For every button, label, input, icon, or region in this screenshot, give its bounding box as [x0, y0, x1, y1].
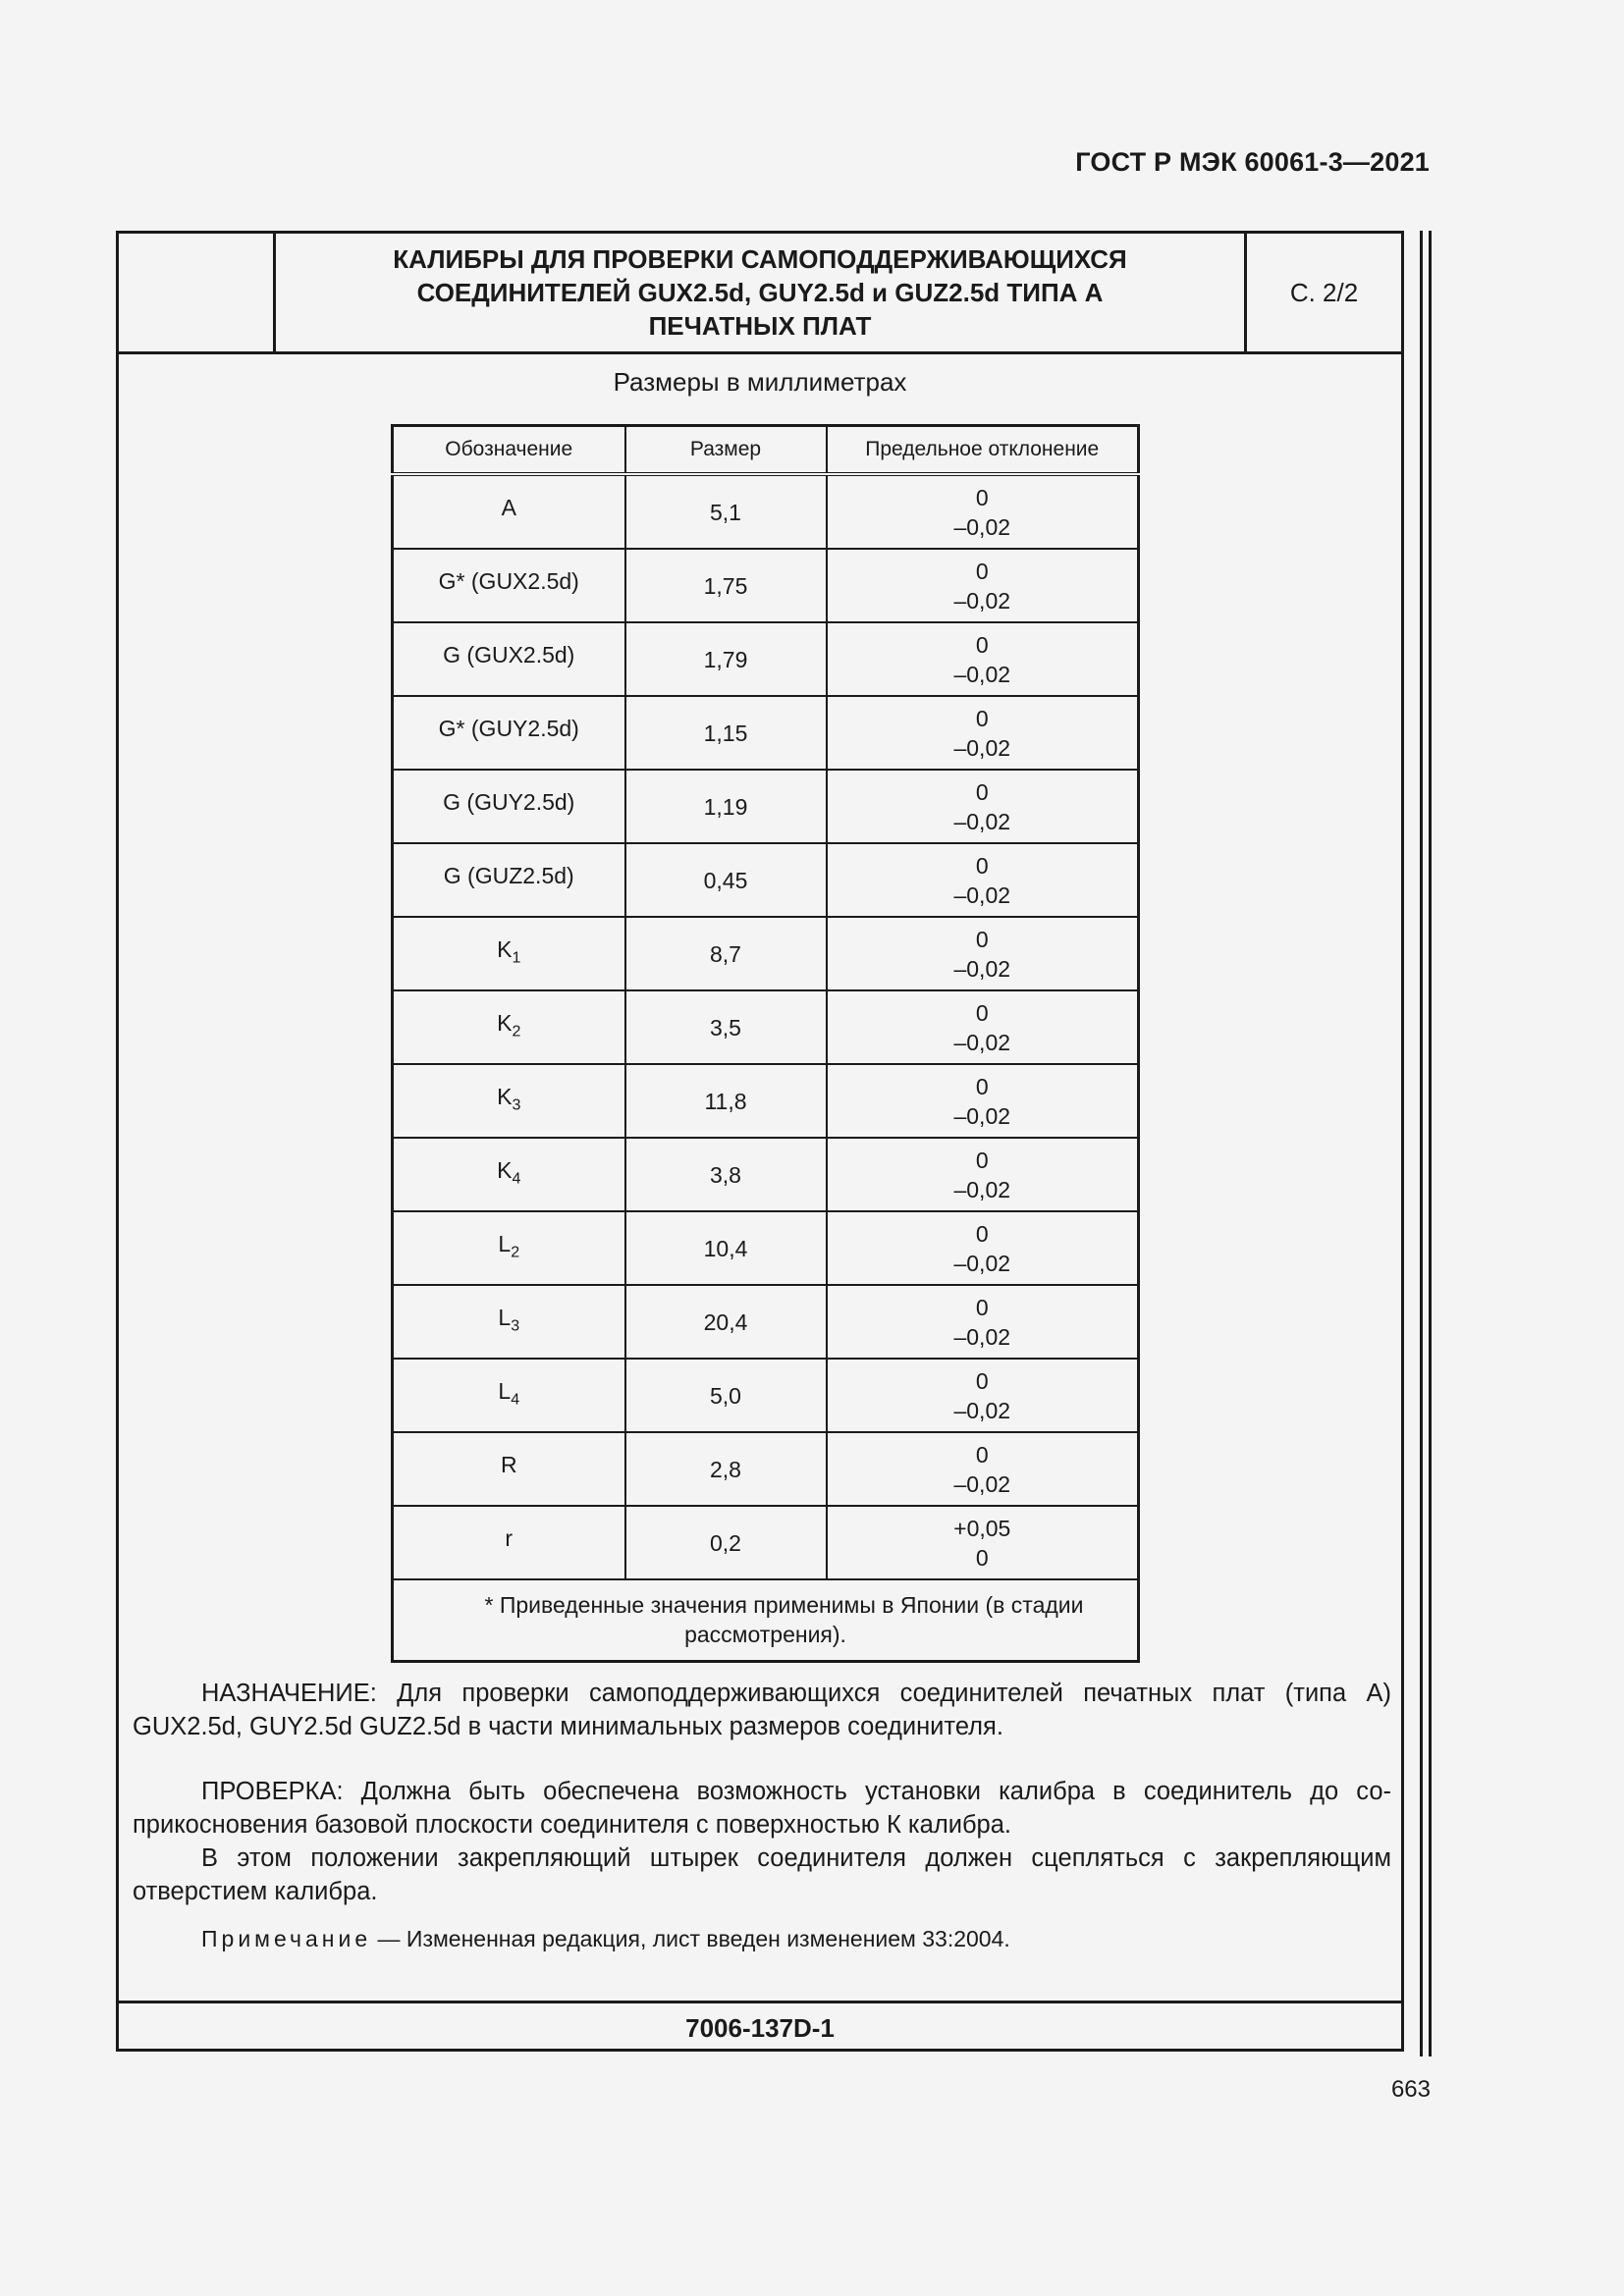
size-cell: 5,1 [625, 474, 827, 549]
tolerance-cell [827, 549, 1139, 622]
tolerance-lower: –0,02 [953, 513, 1011, 540]
size-cell: 3,5 [625, 990, 827, 1064]
tolerance-lower: –0,02 [953, 1176, 1011, 1202]
tolerance-lower: –0,02 [953, 1470, 1011, 1497]
symbol-cell [393, 1285, 625, 1359]
tolerance-lower: –0,02 [953, 587, 1011, 614]
page-number: 663 [1390, 2076, 1431, 2103]
position-paragraph [133, 1842, 1391, 1908]
tolerance-cell [827, 622, 1139, 696]
symbol-text: r [505, 1524, 514, 1551]
symbol-text: L [498, 1304, 512, 1330]
table-row [393, 696, 1139, 770]
tolerance-upper: 0 [975, 999, 989, 1026]
tolerance-cell [827, 1506, 1139, 1579]
symbol-text: L [498, 1230, 512, 1256]
footnote-row [393, 1579, 1139, 1662]
tolerance-upper: 0 [975, 1441, 989, 1468]
table-row [393, 474, 1139, 549]
table-row [393, 1359, 1139, 1432]
table-row [393, 549, 1139, 622]
table-body [393, 474, 1139, 1579]
symbol-cell [393, 1506, 625, 1579]
symbol-cell [393, 1211, 625, 1285]
table-row [393, 917, 1139, 990]
tolerance-upper: 0 [975, 852, 989, 879]
tolerance-cell [827, 1211, 1139, 1285]
size-cell: 3,8 [625, 1138, 827, 1211]
tolerance-lower: –0,02 [953, 661, 1011, 687]
table-row [393, 622, 1139, 696]
symbol-cell [393, 474, 625, 549]
symbol-subscript: 3 [511, 1317, 520, 1335]
header-symbol: Обозначение [393, 426, 625, 475]
tolerance-cell [827, 474, 1139, 549]
tolerance-lower: –0,02 [953, 881, 1011, 908]
size-cell: 2,8 [625, 1432, 827, 1506]
position-text: В этом положении закрепляющий штырек соединителя должен сцепляться с закрепляющим отверстием калибра. [133, 1844, 1391, 1905]
symbol-text: R [500, 1451, 517, 1477]
symbol-cell [393, 990, 625, 1064]
tolerance-lower: –0,02 [953, 1102, 1011, 1129]
size-cell: 5,0 [625, 1359, 827, 1432]
symbol-cell [393, 1432, 625, 1506]
size-cell: 11,8 [625, 1064, 827, 1138]
symbol-text: K [497, 1083, 513, 1109]
symbol-text: K [497, 935, 513, 962]
tolerance-cell [827, 917, 1139, 990]
size-cell: 0,2 [625, 1506, 827, 1579]
symbol-subscript: 2 [511, 1244, 520, 1261]
purpose-paragraph [133, 1677, 1391, 1743]
size-cell: 20,4 [625, 1285, 827, 1359]
symbol-text: G (GUY2.5d) [443, 788, 575, 815]
frame-right-line-1 [1420, 231, 1423, 2056]
sheet-number: С. 2/2 [1289, 277, 1359, 307]
table-caption: Размеры в миллиметрах [613, 367, 907, 397]
header-size: Размер [625, 426, 827, 475]
tolerance-upper: 0 [975, 926, 989, 952]
tolerance-cell [827, 696, 1139, 770]
symbol-cell [393, 770, 625, 843]
note-paragraph [133, 1922, 1391, 1955]
symbol-text: K [497, 1009, 513, 1036]
symbol-cell [393, 1064, 625, 1138]
tolerance-upper: 0 [975, 705, 989, 731]
symbol-cell [393, 917, 625, 990]
tolerance-lower: –0,02 [953, 1250, 1011, 1276]
tolerance-cell [827, 770, 1139, 843]
symbol-cell [393, 1138, 625, 1211]
tolerance-upper: 0 [975, 1294, 989, 1320]
size-cell: 1,19 [625, 770, 827, 843]
title-line: КАЛИБРЫ ДЛЯ ПРОВЕРКИ САМОПОДДЕРЖИВАЮЩИХСЯ [393, 244, 1127, 274]
symbol-text: G (GUX2.5d) [443, 641, 575, 667]
purpose-text: НАЗНАЧЕНИЕ: Для проверки самоподдерживающихся соединителей печатных плат (типа А) GUX2.5d, GUY2.5d GUZ2.5d в части минимальных размеров соединителя. [133, 1680, 1391, 1740]
tolerance-lower: 0 [975, 1544, 989, 1571]
symbol-cell [393, 1359, 625, 1432]
table-footnote [393, 1579, 1139, 1662]
tolerance-upper: +0,05 [953, 1515, 1011, 1541]
tolerance-lower: –0,02 [953, 1397, 1011, 1423]
table-row [393, 1064, 1139, 1138]
size-cell: 1,79 [625, 622, 827, 696]
symbol-cell [393, 696, 625, 770]
tolerance-cell [827, 1138, 1139, 1211]
tolerance-upper: 0 [975, 778, 989, 805]
symbol-text: L [498, 1377, 512, 1404]
size-cell: 0,45 [625, 843, 827, 917]
table-row [393, 770, 1139, 843]
title-block [119, 234, 1401, 354]
frame-right-line-2 [1429, 231, 1432, 2056]
note-label: Примечание [201, 1926, 372, 1951]
tolerance-lower: –0,02 [953, 1323, 1011, 1350]
footnote-text: * Приведенные значения применимы в Японии (в стадии рассмотрения). [484, 1591, 1084, 1647]
tolerance-upper: 0 [975, 631, 989, 658]
title-line: ПЕЧАТНЫХ ПЛАТ [648, 311, 872, 341]
table-row [393, 1506, 1139, 1579]
table-row [393, 1211, 1139, 1285]
tolerance-cell [827, 1359, 1139, 1432]
tolerance-lower: –0,02 [953, 1029, 1011, 1055]
symbol-text: A [501, 494, 516, 520]
symbol-text: K [497, 1156, 513, 1183]
symbol-cell [393, 549, 625, 622]
table-row [393, 990, 1139, 1064]
check-text: ПРОВЕРКА: Должна быть обеспечена возможность установки калибра в соединитель до соприкосновения базовой плоскости соединителя с поверхностью К калибра. [133, 1778, 1391, 1839]
table-header-row [393, 426, 1139, 475]
symbol-subscript: 4 [511, 1391, 520, 1409]
note-text: — Измененная редакция, лист введен изменением 33:2004. [371, 1926, 1010, 1951]
tolerance-lower: –0,02 [953, 734, 1011, 761]
symbol-text: G* (GUX2.5d) [438, 567, 579, 594]
drawing-number: 7006-137D-1 [685, 2013, 835, 2043]
size-cell: 10,4 [625, 1211, 827, 1285]
tolerance-cell [827, 1285, 1139, 1359]
table-row [393, 1285, 1139, 1359]
title-block-empty-cell [119, 234, 276, 351]
symbol-subscript: 3 [512, 1096, 521, 1114]
tolerance-cell [827, 990, 1139, 1064]
table-row [393, 843, 1139, 917]
symbol-text: G* (GUY2.5d) [438, 715, 579, 741]
tolerance-upper: 0 [975, 484, 989, 510]
title-line: СОЕДИНИТЕЛЕЙ GUX2.5d, GUY2.5d и GUZ2.5d ТИПА А [416, 278, 1104, 307]
tolerance-cell [827, 1064, 1139, 1138]
symbol-text: G (GUZ2.5d) [443, 862, 574, 888]
header-tolerance: Предельное отклонение [827, 426, 1139, 475]
tolerance-lower: –0,02 [953, 955, 1011, 982]
tolerance-upper: 0 [975, 1367, 989, 1394]
footer-divider [119, 2001, 1401, 2003]
sheet-title [276, 234, 1247, 351]
size-cell: 1,15 [625, 696, 827, 770]
symbol-subscript: 4 [512, 1170, 521, 1188]
symbol-subscript: 1 [512, 949, 521, 967]
tolerance-upper: 0 [975, 1073, 989, 1099]
tolerance-upper: 0 [975, 1147, 989, 1173]
tolerance-upper: 0 [975, 1220, 989, 1247]
table-row [393, 1138, 1139, 1211]
dimensions-table [391, 424, 1140, 1663]
tolerance-cell [827, 843, 1139, 917]
symbol-cell [393, 622, 625, 696]
check-paragraph [133, 1775, 1391, 1842]
size-cell: 8,7 [625, 917, 827, 990]
tolerance-cell [827, 1432, 1139, 1506]
standard-code: ГОСТ Р МЭК 60061-3—2021 [1075, 147, 1430, 177]
size-cell: 1,75 [625, 549, 827, 622]
symbol-subscript: 2 [512, 1023, 521, 1041]
tolerance-lower: –0,02 [953, 808, 1011, 834]
symbol-cell [393, 843, 625, 917]
table-row [393, 1432, 1139, 1506]
tolerance-upper: 0 [975, 558, 989, 584]
drawing-frame [116, 231, 1404, 2052]
